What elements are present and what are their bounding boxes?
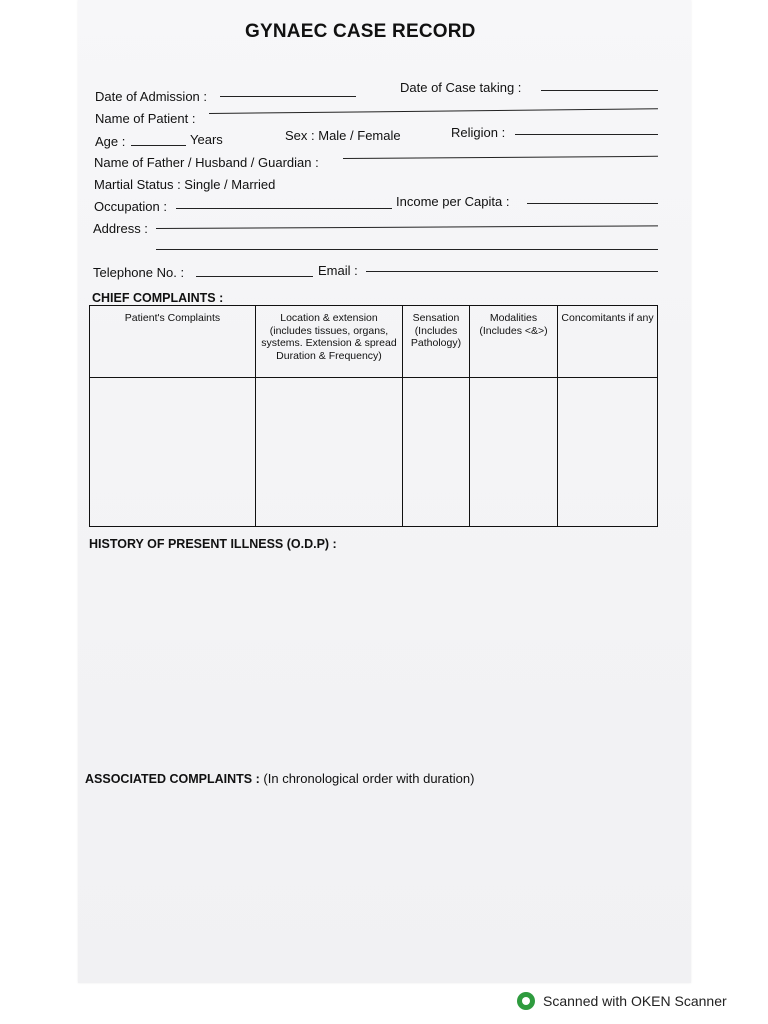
associated-complaints-note: (In chronological order with duration) — [263, 771, 475, 786]
address-label: Address : — [93, 221, 148, 236]
table-row — [90, 378, 658, 527]
concomitants-cell[interactable] — [558, 378, 658, 527]
email-label: Email : — [318, 263, 358, 278]
age-label: Age : — [95, 134, 126, 149]
page-title: GYNAEC CASE RECORD — [245, 21, 476, 42]
years-label: Years — [190, 132, 223, 147]
address-field-line-2[interactable] — [156, 249, 658, 250]
marital-status-label: Martial Status : Single / Married — [94, 177, 276, 192]
name-of-patient-label: Name of Patient : — [95, 111, 196, 126]
scanner-logo-icon — [517, 992, 535, 1010]
sex-label: Sex : Male / Female — [285, 128, 401, 143]
column-header-patients-complaints: Patient's Complaints — [90, 306, 256, 378]
email-field[interactable] — [366, 271, 658, 272]
income-per-capita-field[interactable] — [527, 203, 658, 204]
column-header-modalities: Modalities (Includes <&>) — [470, 306, 558, 378]
telephone-field[interactable] — [196, 276, 313, 277]
history-heading: HISTORY OF PRESENT ILLNESS (O.D.P) : — [89, 537, 337, 551]
date-of-admission-label: Date of Admission : — [95, 89, 207, 104]
income-per-capita-label: Income per Capita : — [396, 194, 510, 209]
date-of-case-taking-field[interactable] — [541, 90, 658, 91]
chief-complaints-table — [89, 305, 658, 527]
table-header-row — [90, 306, 658, 378]
column-header-sensation: Sensation (Includes Pathology) — [403, 306, 470, 378]
telephone-label: Telephone No. : — [93, 265, 185, 280]
date-of-admission-field[interactable] — [220, 96, 356, 97]
scanner-footer-text: Scanned with OKEN Scanner — [543, 993, 727, 1009]
guardian-label: Name of Father / Husband / Guardian : — [94, 155, 319, 170]
date-of-case-taking-label: Date of Case taking : — [400, 80, 522, 95]
location-extension-cell[interactable] — [256, 378, 403, 527]
scanner-footer — [517, 990, 767, 1012]
modalities-cell[interactable] — [470, 378, 558, 527]
religion-label: Religion : — [451, 125, 506, 140]
associated-complaints-line — [85, 771, 474, 786]
occupation-field[interactable] — [176, 208, 392, 209]
column-header-location-extension: Location & extension (includes tissues, organs, systems. Extension & spread Duration & Frequency) — [256, 306, 403, 378]
associated-complaints-heading: ASSOCIATED COMPLAINTS : — [85, 772, 260, 786]
occupation-label: Occupation : — [94, 199, 167, 214]
sensation-cell[interactable] — [403, 378, 470, 527]
column-header-concomitants: Concomitants if any — [558, 306, 658, 378]
patients-complaints-cell[interactable] — [90, 378, 256, 527]
religion-field[interactable] — [515, 134, 658, 135]
chief-complaints-heading: CHIEF COMPLAINTS : — [92, 291, 224, 305]
age-field[interactable] — [131, 145, 186, 146]
